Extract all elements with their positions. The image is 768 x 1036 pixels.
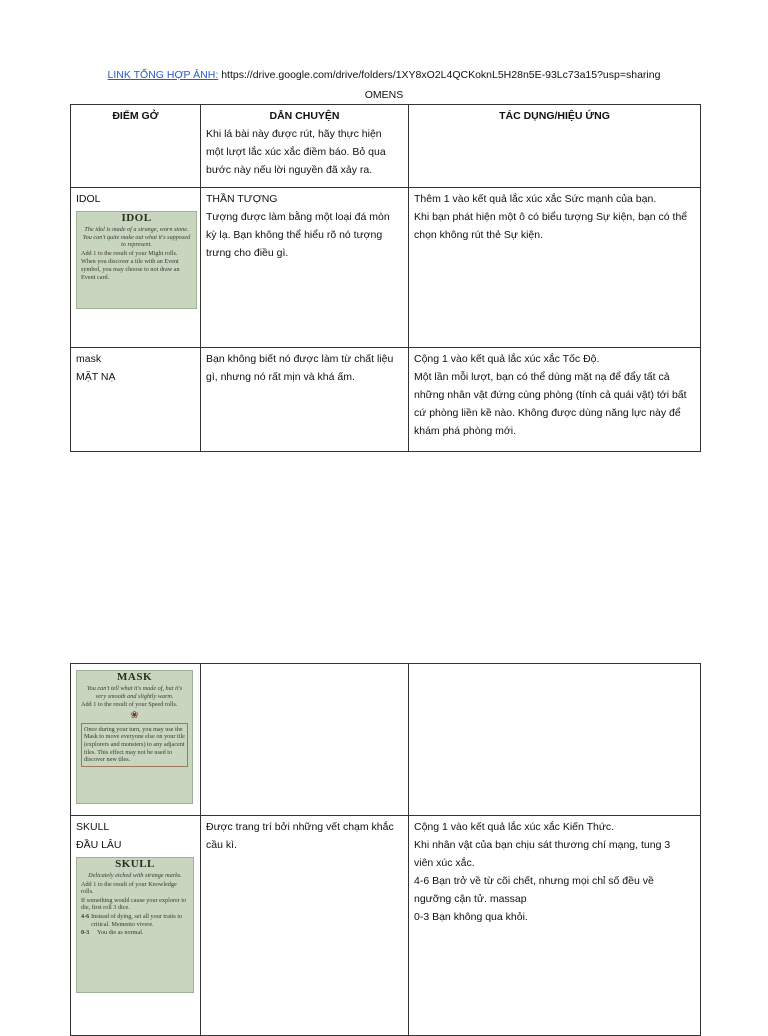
header-cell-story: DẪN CHUYỆN Khi lá bài này được rút, hãy thực hiện một lượt lắc xúc xắc điềm báo. Bỏ qua bước này nếu lời nguyền đã xảy ra.: [201, 105, 409, 188]
omen-name-vi: ĐẦU LÂU: [76, 839, 122, 851]
story-line: Bạn không biết nó được làm từ chất liệu: [206, 353, 394, 365]
story-cell: [201, 664, 409, 816]
header-cell-effect: TÁC DỤNG/HIỆU ỨNG: [409, 105, 701, 188]
effect-line: cứ phòng liền kề nào. Không được dùng năng lực này để: [414, 407, 681, 419]
drive-link-url[interactable]: https://drive.google.com/drive/folders/1XY8xO2L4QCKoknL5H28n5E-93Lc73a15?usp=sharing: [218, 69, 661, 81]
card-flavor: The idol is made of a strange, worn stone. You can't quite make out what it's supposed to represent.: [82, 226, 191, 249]
drive-link-label[interactable]: LINK TỔNG HỢP ẢNH:: [107, 69, 219, 81]
effect-line: 0-3 Bạn không qua khỏi.: [414, 911, 528, 923]
effect-cell: [409, 664, 701, 816]
omen-name: mask: [76, 353, 102, 365]
card-title: SKULL: [115, 858, 155, 870]
effect-line: ngưỡng cận tử. massap: [414, 893, 527, 905]
omen-name-cell: [71, 664, 201, 816]
intro-text: Khi lá bài này được rút, hãy thực hiện: [206, 128, 382, 140]
table-row-skull: [71, 816, 701, 1036]
card-text: If something would cause your explorer to die, first roll 3 dice.: [81, 896, 187, 912]
card-text: When you discover a tile with an Event symbol, you may choose to not draw an Event card.: [81, 258, 180, 281]
effect-cell: [409, 348, 701, 452]
section-title: OMENS: [364, 89, 404, 101]
omen-name-cell: [71, 816, 201, 1036]
story-line: THẦN TƯỢNG: [206, 193, 278, 205]
story-cell: [201, 816, 409, 1036]
card-flavor: Delicately etched with strange marks.: [88, 872, 182, 879]
outcome-range: 4-6: [81, 912, 90, 920]
story-line: trưng cho điều gì.: [206, 247, 289, 259]
card-outcome: [81, 929, 189, 937]
outcome-text: You die as normal.: [97, 929, 144, 937]
omens-table-1: [70, 104, 701, 452]
effect-line: Cộng 1 vào kết quả lắc xúc xắc Kiến Thức.: [414, 821, 615, 833]
outcome-range: 0-3: [81, 929, 90, 937]
card-ability-frame: [81, 723, 188, 767]
omen-name: SKULL: [76, 821, 110, 833]
effect-line: Khi bạn phát hiện một ô có biểu tượng Sự kiện, bạn có thể: [414, 211, 688, 223]
card-text: Add 1 to the result of your Might rolls.: [81, 249, 178, 257]
omen-name-cell: [71, 348, 201, 452]
effect-line: 4-6 Bạn trở về từ cõi chết, nhưng mọi chỉ số đều về: [414, 875, 654, 887]
table-header-row: [71, 105, 701, 188]
idol-card-image: [76, 211, 197, 309]
story-cell: [201, 188, 409, 348]
omens-table-2: [70, 663, 701, 1036]
mask-card-image: [76, 670, 193, 804]
card-text: Add 1 to the result of your Speed rolls.: [81, 701, 178, 709]
omen-name-cell: [71, 188, 201, 348]
card-title: MASK: [117, 671, 152, 683]
header-cell-omen: ĐIỂM GỞ: [71, 105, 201, 188]
effect-line: những nhân vật đứng cùng phòng (tính cả quái vật) tới bất: [414, 389, 687, 401]
card-title: IDOL: [121, 212, 152, 224]
intro-text: bước này nếu lời nguyền đã xảy ra.: [206, 164, 373, 176]
story-cell: [201, 348, 409, 452]
effect-line: Khi nhân vật của bạn chịu sát thương chí mạng, tung 3: [414, 839, 671, 851]
effect-line: viên xúc xắc.: [414, 857, 475, 869]
effect-line: chọn không rút thẻ Sự kiện.: [414, 229, 544, 241]
effect-cell: [409, 188, 701, 348]
card-text: Once during your turn, you may use the Mask to move everyone else on your tile (explorers and monsters) to any adjacent tiles. This effect may not be used to discover new tiles.: [84, 725, 185, 764]
effect-line: Thêm 1 vào kết quả lắc xúc xắc Sức mạnh của bạn.: [414, 193, 657, 205]
effect-line: Một lần mỗi lượt, bạn có thể dùng mặt nạ để đẩy tất cả: [414, 371, 670, 383]
intro-text: một lượt lắc xúc xắc điềm báo. Bỏ qua: [206, 146, 386, 158]
omen-name-vi: MẶT NẠ: [76, 371, 116, 383]
card-text: Add 1 to the result of your Knowledge rolls.: [81, 880, 177, 896]
card-flavor: You can't tell what it's made of, but it's very smooth and slightly warm.: [86, 685, 183, 700]
table-row-idol: [71, 188, 701, 348]
effect-cell: [409, 816, 701, 1036]
story-line: Tượng được làm bằng một loại đá mòn: [206, 211, 390, 223]
story-line: kỳ lạ. Bạn không thể hiểu rõ nó tượng: [206, 229, 383, 241]
card-outcome: [81, 913, 189, 928]
drive-link-line: [0, 66, 768, 84]
effect-line: khám phá phòng mới.: [414, 425, 517, 437]
table-row-mask: [71, 348, 701, 452]
omen-name: IDOL: [76, 193, 101, 205]
skull-card-image: [76, 857, 194, 993]
story-line: cầu kì.: [206, 839, 237, 851]
story-line: Được trang trí bởi những vết chạm khắc: [206, 821, 394, 833]
outcome-text: Instead of dying, set all your traits to critical. Memento vivere.: [91, 912, 183, 928]
effect-line: Cộng 1 vào kết quả lắc xúc xắc Tốc Độ.: [414, 353, 600, 365]
table-row-mask-card: [71, 664, 701, 816]
ornament-icon: ❀: [130, 709, 139, 721]
story-line: gì, nhưng nó rất mịn và khá ấm.: [206, 371, 355, 383]
